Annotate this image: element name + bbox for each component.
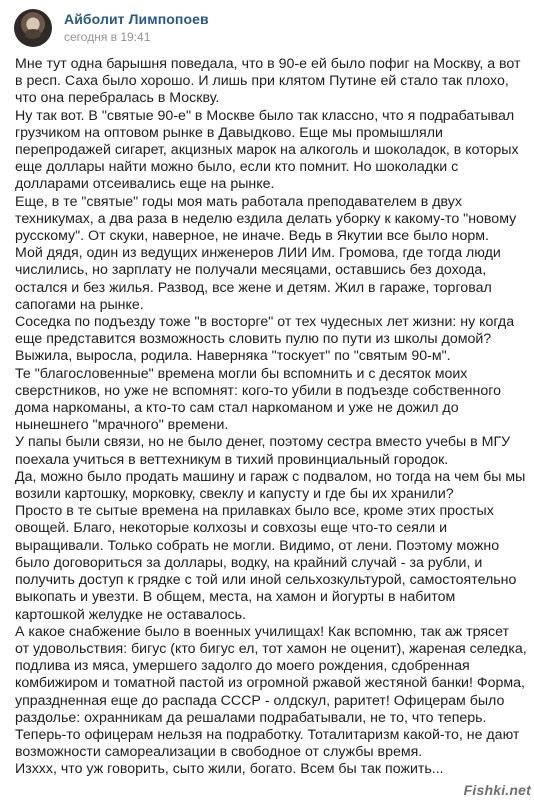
- post-paragraph-11: Изххх, что уж говорить, сыто жили, богато. Всем бы так пожить...: [15, 761, 444, 778]
- post-paragraph-5: Соседка по подъезду тоже "в восторге" от тех чудесных лет жизни: ну когда еще представится возможность словить пулю по пути из школы домой? Выжила, выросла, родила. Наверняка "тоскует" по "святым 90-м".: [15, 314, 515, 365]
- post-paragraph-7: У папы были связи, но не было денег, поэтому сестра вместо учебы в МГУ поехала учиться в веттехникум в тихий провинциальный городок.: [15, 434, 511, 468]
- author-name-link[interactable]: Айболит Лимпопоев: [64, 11, 209, 27]
- post-paragraph-9: Просто в те сытые времена на прилавках было все, кроме этих простых овощей. Благо, некоторые колхозы и совхозы еще что-то сеяли и выращивали. Только собрать не могли. Видимо, от лени. Поэтому можно было договориться за доллары, водку, на крайний случай - за рубли, и получить доступ к грядке с той или иной сельхозкультурой, самостоятельно выкопать и увезти. В общем, места, на хамон и йогурты в набитом картошкой желудке не оставалось.: [15, 503, 517, 623]
- post-paragraph-6: Те "благословенные" времена могли бы вспомнить и с десяток моих сверстников, но уже не вспомнят: кого-то убили в подъезде собственного дома наркоманы, а кто-то сам стал наркоманом и уже не дожил до нынешнего "мрачного" времени.: [15, 365, 501, 434]
- post-paragraph-1: Мне тут одна барышня поведала, что в 90-е ей было пофиг на Москву, а вот в респ. Саха было хорошо. И лишь при клятом Путине ей стало так плохо, что она перебралась в Москву.: [15, 56, 521, 107]
- post-timestamp[interactable]: сегодня в 19:41: [64, 30, 151, 44]
- post-paragraph-10: А какое снабжение было в военных училищах! Как вспомню, так аж трясет от удовольствия: бигус (кто бигус ел, тот хамон не оценит), жареная селедка, подлива из мяса, умершего задолго до моего рождения, сдобренная комбижиром и томатной пастой из огромной ржавой жестяной банки! Форма, упраздненная еще до распада СССР - олдскул, раритет! Офицерам было раздолье: охранникам да решалами подрабатывали, не то, что теперь. Теперь-то офицерам нельзя на подработку. Тоталитаризм какой-то, не дают возможности самореализации в свободное от службы время.: [15, 623, 527, 761]
- post-meta: [64, 11, 209, 45]
- avatar[interactable]: [14, 9, 52, 47]
- site-watermark: Fishki.net: [463, 782, 531, 798]
- post-paragraph-4: Мой дядя, один из ведущих инженеров ЛИИ Им. Громова, где тогда люди числились, но зарплату не получали месяцами, оставшись без дохода, остался и без жилья. Развод, все жене и детям. Жил в гараже, торговал сапогами на рынке.: [15, 245, 501, 313]
- post-header: [14, 8, 209, 48]
- post-body: [15, 56, 527, 779]
- post-paragraph-8: Да, можно было продать машину и гараж с подвалом, но тогда на чем бы мы возили картошку, морковку, свеклу и капусту и где бы их хранили?: [15, 468, 526, 503]
- post-paragraph-3: Еще, в те "святые" годы моя мать работала преподавателем в двух техникумах, а два раза в неделю ездила делать уборку к какому-то "новому русскому". От скуки, наверное, не иначе. Ведь в Якутии все было норм.: [15, 193, 517, 245]
- post-paragraph-2: Ну так вот. В "святые 90-е" в Москве было так классно, что я подрабатывал грузчиком на оптовом рынке в Давыдково. Еще мы промышляли перепродажей сигарет, акцизных марок на алкоголь и шоколадок, в которых еще доллары найти можно было, если кто помнит. Но шоколадки с долларами отсеивались еще на рынке.: [15, 107, 519, 193]
